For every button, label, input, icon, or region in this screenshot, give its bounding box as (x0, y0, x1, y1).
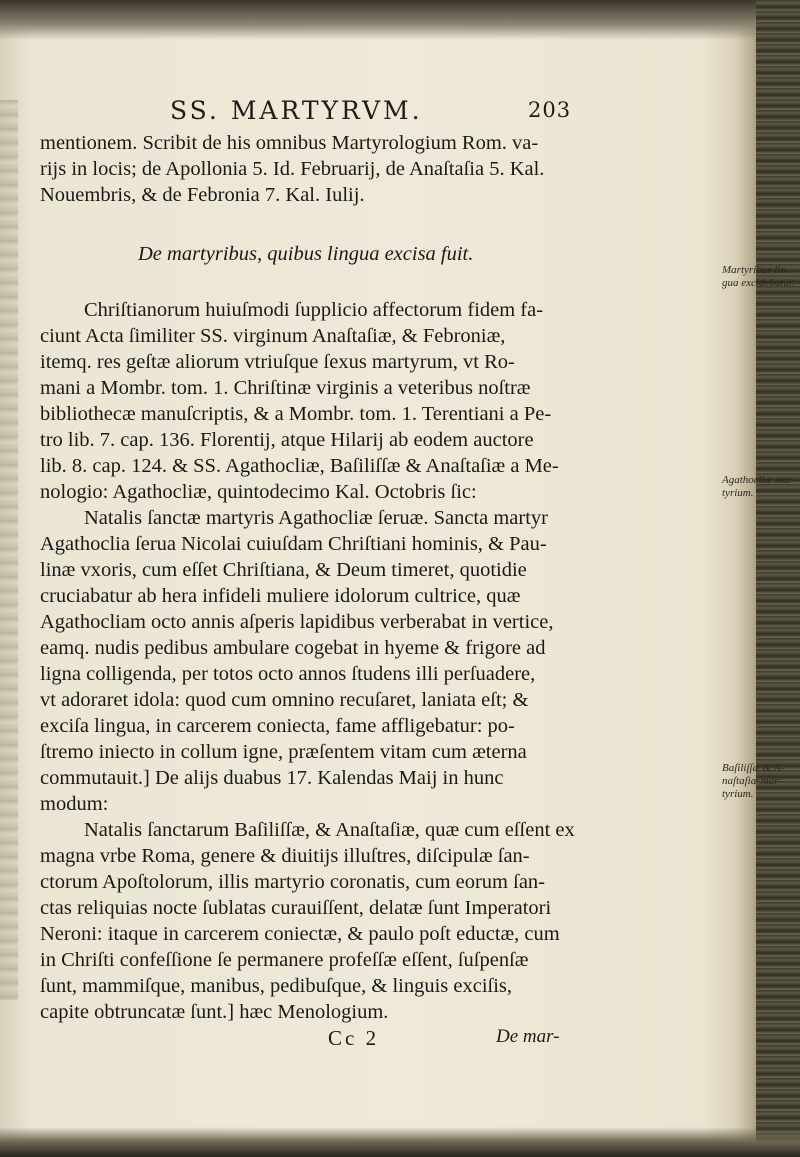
page-left-bleed-through (0, 100, 18, 1000)
text-line: ſtremo iniecto in collum igne, præſentem vitam cum æterna (40, 741, 527, 763)
text-line: ciunt Acta ſimiliter SS. virginum Anaſtaſiæ, & Febroniæ, (40, 325, 506, 347)
catchword: De mar- (496, 1026, 560, 1047)
margin-note-agathoclia: Agathocliæ mar-tyrium. (722, 474, 797, 499)
text-line: tro lib. 7. cap. 136. Florentij, atque Hilarij ab eodem auctore (40, 429, 534, 451)
text-line: Natalis ſanctæ martyris Agathocliæ ſeruæ. Sancta martyr (84, 507, 548, 529)
signature-mark: Cc 2 (328, 1026, 380, 1050)
text-line: cruciabatur ab hera infideli muliere idolorum cultrice, quæ (40, 585, 521, 607)
text-line: vt adoraret idola: quod cum omnino recuſaret, laniata eſt; & (40, 689, 529, 711)
text-line: ſunt, mammiſque, manibus, pedibuſque, & linguis exciſis, (40, 975, 513, 997)
margin-note-lingua: Martyribus lin-gua excidebatur. (722, 264, 795, 289)
text-line: eamq. nudis pedibus ambulare cogebat in hyeme & frigore ad (40, 637, 546, 659)
text-line: mani a Mombr. tom. 1. Chriſtinæ virginis a veteribus noſtræ (40, 377, 531, 399)
text-line: Chriſtianorum huiuſmodi ſupplicio affectorum fidem fa- (84, 299, 544, 321)
text-line: bibliothecæ manuſcriptis, & a Mombr. tom. 1. Terentiani a Pe- (40, 403, 552, 425)
text-line: Nouembris, & de Febronia 7. Kal. Iulij. (40, 184, 365, 206)
page-top-shadow (0, 0, 800, 40)
page-number: 203 (528, 98, 572, 122)
text-line: Natalis ſanctarum Baſiliſſæ, & Anaſtaſiæ, quæ cum eſſent ex (84, 819, 575, 841)
text-line: commutauit.] De alijs duabus 17. Kalendas Maij in hunc (40, 767, 504, 789)
section-heading: De martyribus, quibus lingua excisa fuit. (138, 243, 474, 265)
text-line: itemq. res geſtæ aliorum vtriuſque ſexus martyrum, vt Ro- (40, 351, 515, 373)
text-line: exciſa lingua, in carcerem coniecta, fame affligebatur: po- (40, 715, 515, 737)
running-head (170, 96, 590, 125)
text-line: Agathoclia ſerua Nicolai cuiuſdam Chriſtiani hominis, & Pau- (40, 533, 547, 555)
text-line: ligna colligenda, per totos octo annos ſtudens illi perſuadere, (40, 663, 536, 685)
text-line: rijs in locis; de Apollonia 5. Id. Februarij, de Anaſtaſia 5. Kal. (40, 158, 545, 180)
body-text (40, 130, 720, 1025)
text-line: capite obtruncatæ ſunt.] hæc Menologium. (40, 1001, 389, 1023)
text-line: lib. 8. cap. 124. & SS. Agathocliæ, Baſiliſſæ & Anaſtaſiæ a Me- (40, 455, 559, 477)
text-line: Neroni: itaque in carcerem coniectæ, & paulo poſt eductæ, cum (40, 923, 560, 945)
text-line: ctas reliquias nocte ſublatas curauiſſent, delatæ ſunt Imperatori (40, 897, 552, 919)
text-line: in Chriſti confeſſione ſe permanere profeſſæ eſſent, ſuſpenſæ (40, 949, 529, 971)
text-line: mentionem. Scribit de his omnibus Martyrologium Rom. va- (40, 132, 539, 154)
text-line: modum: (40, 793, 109, 815)
running-title: SS. MARTYRVM. (170, 96, 423, 125)
book-binding-edge (756, 0, 800, 1157)
text-line: nologio: Agathocliæ, quintodecimo Kal. Octobris ſic: (40, 481, 477, 503)
page-bottom-shadow (0, 1127, 800, 1157)
text-line: magna vrbe Roma, genere & diuitijs illuſtres, diſcipulæ ſan- (40, 845, 530, 867)
text-line: Agathocliam octo annis aſperis lapidibus verberabat in vertice, (40, 611, 554, 633)
text-line: ctorum Apoſtolorum, illis martyrio coronatis, cum eorum ſan- (40, 871, 546, 893)
text-line: linæ vxoris, cum eſſet Chriſtiana, & Deum timeret, quotidie (40, 559, 527, 581)
margin-note-basilissa: Baſiliſſæ & A-naſtaſiæ mar-tyrium. (722, 762, 785, 800)
